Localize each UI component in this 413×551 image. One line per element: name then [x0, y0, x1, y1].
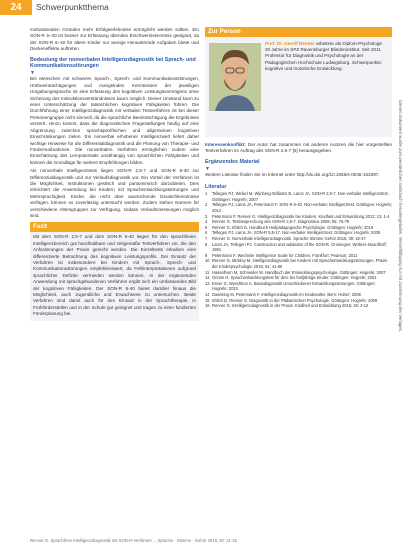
literature-item: 5 Renner G, Irblich D. Handbuch Heilpädagogische Psychologie. Göttingen: Hogrefe; 2016	[205, 224, 374, 230]
fazit-heading: Fazit	[30, 222, 199, 232]
literature-item: 9 Petermann F. Wechsler Intelligence Scale for Children. Frankfurt: Pearson; 2011	[205, 252, 358, 258]
literature-item: 12 Grimm H. Sprachentwicklungstest für drei- bis fünfjährige Kinder. Göttingen: Hogrefe; 2001	[205, 275, 377, 281]
page-footer: Renner G. Sprachfreie Intelligenzdiagnostik mit SON-R-Verfahren ... Sprache · Stimme · Gehör 2016; 40: 21-26	[30, 538, 237, 543]
literature-item: 2 Tellegen PJ, Laros JA, Petermann F. SON-R 6-40. Non-verbaler Intelligenztest. Göttingen: Hogrefe; 2012	[205, 202, 392, 213]
copyright-sidebar	[396, 100, 410, 520]
person-bio	[265, 41, 385, 72]
page-header	[0, 0, 413, 15]
literature-item: 10 Renner G, Mickley M. Intelligenzdiagnostik bei Kindern mit Sprachentwicklungsstörungen. Praxis der Kinderpsychologie 2015; 64: 41-60	[205, 258, 388, 269]
literature-item: 16 Renner G. Intelligenzdiagnostik in der Praxis. Kindheit und Entwicklung 2016; 25: 3-12	[205, 303, 369, 309]
literature-item: 4 Renner G. Testbesprechung des SON-R 2,5-7. Diagnostica 2009; 55: 76-78	[205, 219, 350, 225]
literature-list	[205, 191, 392, 308]
person-heading: Zur Person	[205, 27, 392, 37]
material-heading: Ergänzendes Material	[205, 158, 260, 165]
fazit-text: Mit dem SON-R 2,5-7 und dem SON-R 6-40 liegen für den sprachfreien Intelligenzbereich gut handhabbare und zeitgemäße Testverfahren vor, die den Anforderungen der Praxis gerecht werden. Die Einzeltests erlauben eine differenzierte Betrachtung des kognitiven Leistungsprofils. Der Einsatz der Verfahren ist insbesondere bei Kindern mit Sprach-, Sprech- und Kommunikationsstörungen empfehlenswert, da Fehlinterpretationen aufgrund sprachlicher Defizite vermieden werden können. In der ergänzenden Anwendung mit sprachgebundenen Verfahren ergibt sich ein umfassendes Bild der kognitiven Fähigkeiten. Der SON-R 6-40 bietet darüber hinaus die Möglichkeit, auch Jugendliche und Erwachsene zu untersuchen. Beide Verfahren sind damit auch für den Einsatz in der Sprachtherapie, in Frühförderstellen und in der Schule gut geeignet und tragen zu einer fundierten Förderplanung bei.	[33, 234, 196, 317]
intro-paragraph: motivationalen Gründen mehr Erfolgserlebnisse ermöglicht werden sollten. Ein SON-R 6–40 ist besser zur Erfassung übendes Erschwerniskenntnis geeignet, da der SON-R 6–40 für ältere Kinder nur wenige Heraustrende Aufgaben bietet und Deckeneffekte auftreten.	[30, 27, 199, 52]
body-paragraph-2: Als nonverbale Intelligenztests liegen SON-R 2,5-7 und SON-R 6-40 zur Differenzialdiagnostik und zur Verlaufsdiagnostik vor. Ein Vorteil der Verfahren ist die Möglichkeit, Instruktionen gestisch und pantomimisch darzubieten. Dies erleichtert die Anwendung bei Kindern mit Sprachentwicklungsstörungen und Mehrsprachigkeit. Kinder, die nicht über ausreichende Deutschkenntnisse verfügen, können so zuverlässig untersucht werden. Zudem stehen Normen für verschiedene Altersgruppen zur Verfügung, sodass Verlaufsmessungen möglich sind.	[30, 168, 199, 218]
left-column	[30, 27, 199, 321]
literature-item: 8 Laros JA, Tellegen PJ. Construction and validation of the SON-R. Groningen: Wolters-Noordhoff; 1991	[205, 241, 387, 253]
author-portrait	[209, 43, 261, 111]
interest-conflict	[205, 142, 392, 155]
section-title: Schwerpunktthema	[36, 2, 109, 12]
interest-text: Der Autor hat zusammen mit anderen Autoren die hier vorgestellten Testverfahren im Auftrag des SON-R 2,5-7 [5] herausgegeben.	[205, 142, 393, 154]
material-text: Weitere Literatur finden Sie im Internet unter http://dx.doi.org/10.1055/s-0045-152397.	[205, 171, 380, 177]
section-heading: Bedeutung der nonverbalen Intelligenzdiagnostik bei Sprach- und Kommunikationsstörungen	[30, 56, 196, 70]
literature-item: 11 Hasselhorn M, Schneider W. Handbuch der Entwicklungspsychologie. Göttingen: Hogrefe; 2007	[205, 269, 386, 275]
person-name: Prof. Dr. Gerolf Renner	[265, 41, 315, 46]
literature-item: 15 Irblich D, Renner G. Diagnostik in der Pädiatrischen Psychologie. Göttingen: Hogrefe; 2009	[205, 297, 378, 303]
literature-item: 3 Petermann F, Renner G. Intelligenzdiagnostik bei Kindern. Kindheit und Entwicklung 2012; 21: 1-4	[205, 213, 390, 219]
literature-item: 13 Esser G, Wyschkon A. Basisdiagnostik Umschriebener Entwicklungsstörungen. Göttingen: Hogrefe; 2010	[205, 280, 376, 292]
page-number: 24	[0, 0, 32, 15]
interest-label: Interessenkonflikt:	[205, 142, 246, 147]
literature-item: 7 Renner G. Nonverbale Intelligenzdiagnostik. Sprache Stimme Gehör 2015; 39: 42-47	[205, 235, 366, 241]
literature-item: 14 Daseking M, Petermann F. Intelligenzdiagnostik im Kindesalter. Bern: Huber; 2008	[205, 291, 361, 297]
literature-item: 6 Tellegen PJ, Laros JA. SON-R 5,5-17. Non-verbaler Intelligenztest. Göttingen: Hogrefe; 2005	[205, 230, 381, 236]
body-paragraph: Bei Menschen mit schweren Sprach-, Sprech- und Kommunikationsstörungen, Hörbeeinträchtigungen und mangelnden Kenntnissen der jeweiligen Umgebungssprache ist eine Erfassung des kognitiven Leistungsvermögens ohne Sicherung des Instruktionsverständnisses kaum möglich. Dieser Umstand kann zu einer Unterschätzung der tatsächlichen kognitiven Fähigkeiten führen. Die Durchführung einer Intelligenzdiagnostik mit verbalen Testverfahren ist bei dieser Personengruppe nicht sinnvoll, da die sprachliche Beeinträchtigung die Ergebnisse verzerrt. Hinzu kommt, dass die diagnostischen Fragestellungen häufig auf eine Abgrenzung zwischen sprachspezifischen und allgemeinen kognitiven Einschränkungen zielen. Ein nonverbal erhobener Intelligenzwert liefert daher wichtige Hinweise für die Differentialdiagnostik und die Planung von Therapie- und Fördermaßnahmen. Die nonverbalen Verfahren ermöglichen zudem eine Einschätzung des Lernpotentials unabhängig von sprachlichen Fähigkeiten und können die Grundlage für weitere Empfehlungen bilden.	[30, 76, 199, 165]
arrow-down-icon: ▼	[30, 70, 35, 77]
copyright-text: Dieses Dokument wurde zum persönlichen Gebrauch heruntergeladen. Vervielfältigung nur mit Zustimmung des Verlages.	[398, 100, 403, 333]
fazit-box	[30, 232, 199, 320]
arrow-down-icon: ▼	[205, 165, 210, 172]
person-description: arbeitete als Diplom-Psychologe 20 Jahre im SPZ Ravensburger Blindeninstitut. Seit 2011 Professor für Diagnostik und Psychologie an der Pädagogischen Hochschule Ludwigsburg. Schwerpunkte: kognitive und motorische Entwicklung.	[265, 41, 383, 71]
literature-heading: Literatur	[205, 184, 227, 191]
person-box	[205, 37, 392, 137]
right-column	[205, 27, 392, 309]
literature-item: 1 Tellegen PJ, Winkel M, Wijnberg-Williams B, Laros JA. SON-R 2,5-7. Non-verbaler Intelligenztest. Göttingen: Hogrefe; 2007	[205, 191, 389, 202]
